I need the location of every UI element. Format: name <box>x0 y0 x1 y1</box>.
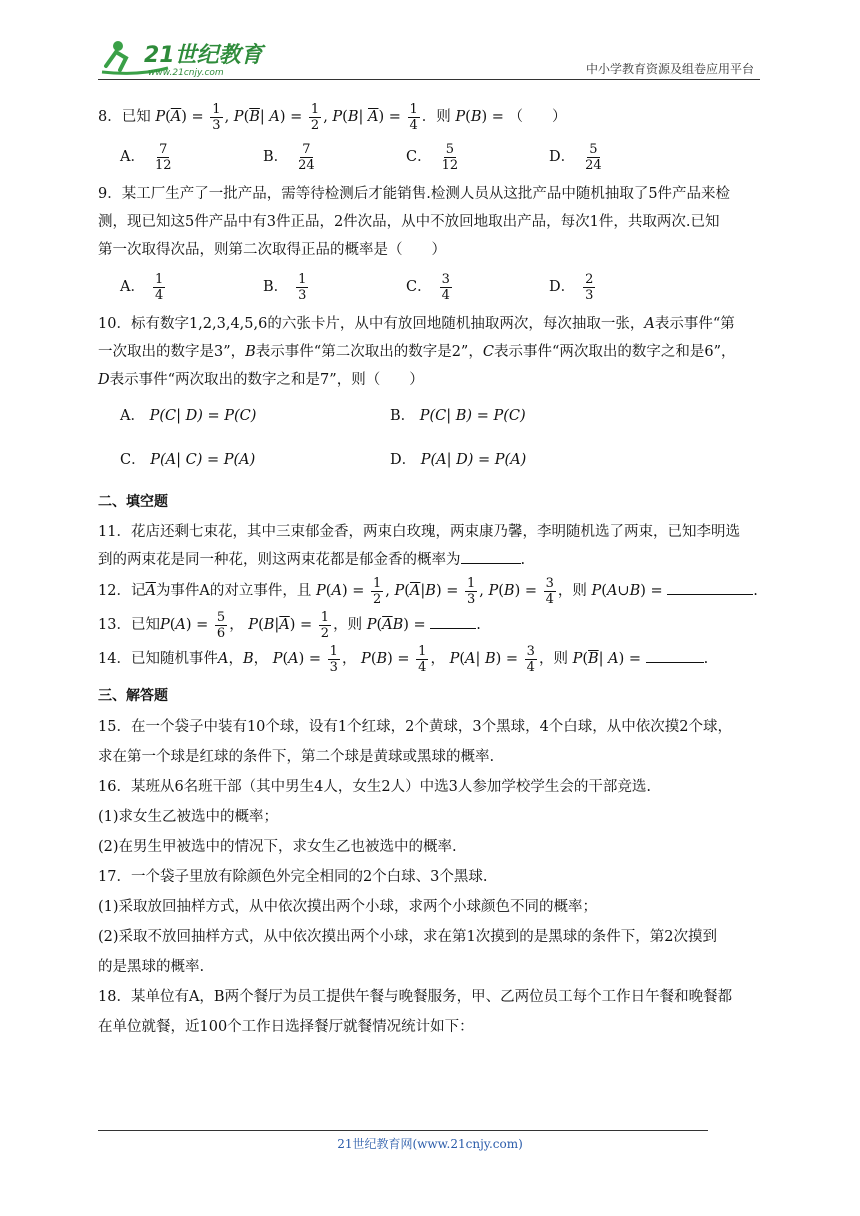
answer-blank[interactable] <box>461 549 521 564</box>
option-c[interactable]: C． $\frac{3}{4}$ <box>406 271 450 303</box>
section-fill-in: 二、填空题 <box>98 494 168 510</box>
option-d[interactable]: D． $\frac{5}{24}$ <box>549 141 602 173</box>
option-a[interactable]: A． $\frac{7}{12}$ <box>120 141 172 173</box>
option-d[interactable]: D． P(A| D) = P(A) <box>390 452 527 468</box>
option-b[interactable]: B． $\frac{7}{24}$ <box>263 141 315 173</box>
answer-blank[interactable] <box>646 648 704 663</box>
question-11: 11．花店还剩七束花，其中三束郁金香，两束白玫瑰，两束康乃馨，李明随机选了两束，已知李明选 到的两束花是同一种花，则这两束花都是郁金香的概率为 . <box>98 524 740 568</box>
question-8: 8．已知 $P(\overline{A})$ = $\frac{1}{3}$ , $P(\overline{B}|$ A) = $\frac{1}{2}$ , P(B| $\overline{A}$) = $\frac{1}{4}$ ．则 P(B) = （ ） <box>98 101 567 133</box>
q10-options-row2 <box>98 438 763 482</box>
page-header <box>98 32 760 80</box>
footer-divider <box>98 1130 708 1131</box>
section-solutions: 三、解答题 <box>98 688 168 704</box>
question-15: 15．在一个袋子中装有10个球，设有1个红球，2个黄球，3个黑球，4个白球，从中依次摸2个球， 求在第一个球是红球的条件下，第二个球是黄球或黑球的概率. <box>98 719 733 765</box>
question-17: 17．一个袋子里放有除颜色外完全相同的2个白球、3个黑球. (1)采取放回抽样方式，从中依次摸出两个小球，求两个小球颜色不同的概率； (2)采取不放回抽样方式，从中依次摸出两个小球，求在第1次摸到的是黑球的条件下，第2次摸到 的是黑球的概率. <box>98 869 717 975</box>
option-d[interactable]: D． $\frac{2}{3}$ <box>549 271 594 303</box>
question-12: 12．记$\overline{A}$为事件A的对立事件，且 P(A) = $\frac{1}{2}$ , $P(\overline{A}|B)$ = $\frac{1}{3}$ , P(B) = $\frac{3}{4}$ ，则 P(A∪B) = . <box>98 575 758 607</box>
exam-content <box>98 100 763 1042</box>
option-a[interactable]: A． P(C| D) = P(C) <box>120 408 257 424</box>
answer-blank[interactable] <box>430 614 476 629</box>
logo-21cnjy <box>98 36 268 78</box>
platform-name: 中小学教育资源及组卷应用平台 <box>585 62 754 76</box>
svg-text:www.21cnjy.com: www.21cnjy.com <box>148 68 224 78</box>
svg-text:21世纪教育: 21世纪教育 <box>144 43 263 68</box>
header-divider <box>98 79 760 80</box>
option-c[interactable]: C． $\frac{5}{12}$ <box>406 141 459 173</box>
question-14: 14．已知随机事件A，B， P(A) = $\frac{1}{3}$ ， P(B) = $\frac{1}{4}$ ， P(A| B) = $\frac{3}{4}$ ，则 $P(\overline{B}|$ A) = . <box>98 643 709 675</box>
question-9: 9．某工厂生产了一批产品，需等待检测后才能销售.检测人员从这批产品中随机抽取了5件产品来检 测，现已知这5件产品中有3件正品，2件次品，从中不放回地取出产品，每次1件，共取两次.已知 第一次取得次品，则第二次取得正品的概率是（ ） <box>98 186 731 258</box>
option-c[interactable]: C． P(A| C) = P(A) <box>120 452 256 468</box>
q10-options-row1 <box>98 394 763 438</box>
option-b[interactable]: B． P(C| B) = P(C) <box>390 408 526 424</box>
q8-options <box>98 134 763 180</box>
question-13: 13．已知P(A) = $\frac{5}{6}$ ， $P(B|\overline{A})$ = $\frac{1}{2}$ ，则 $P(\overline{A}B)$ = . <box>98 609 481 641</box>
question-16: 16．某班从6名班干部（其中男生4人，女生2人）中选3人参加学校学生会的干部竞选. (1)求女生乙被选中的概率； (2)在男生甲被选中的情况下，求女生乙也被选中的概率. <box>98 779 651 855</box>
footer-site[interactable]: 21世纪教育网(www.21cnjy.com) <box>337 1137 523 1151</box>
option-a[interactable]: A． $\frac{1}{4}$ <box>120 271 164 303</box>
option-b[interactable]: B． $\frac{1}{3}$ <box>263 271 307 303</box>
answer-blank[interactable] <box>667 580 753 595</box>
question-10: 10．标有数字1,2,3,4,5,6的六张卡片，从中有放回地随机抽取两次，每次抽取一张，A表示事件“第 一次取出的数字是3”，B表示事件“第二次取出的数字是2”，C表示事件“两次取出的数字之和是6”， D表示事件“两次取出的数字之和是7”，则（ ） <box>98 316 736 388</box>
question-18: 18．某单位有A，B两个餐厅为员工提供午餐与晚餐服务，甲、乙两位员工每个工作日午餐和晚餐都 在单位就餐，近100个工作日选择餐厅就餐情况统计如下： <box>98 989 733 1035</box>
q9-options <box>98 264 763 310</box>
